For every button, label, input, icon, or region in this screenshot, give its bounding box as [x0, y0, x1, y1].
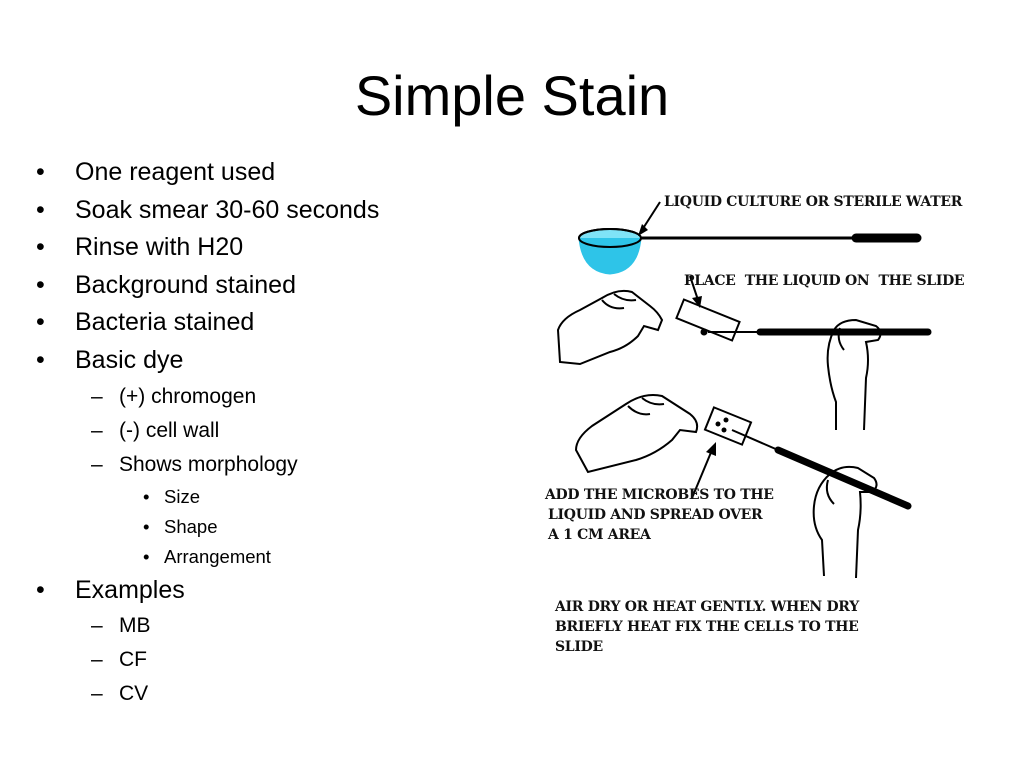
sub-sub-bullet-marker: •	[143, 485, 150, 507]
sub-bullet-text: Shows morphology	[119, 452, 298, 476]
sub-bullet-item	[30, 609, 510, 643]
arrow-icon	[638, 224, 648, 236]
bullet-text: Basic dye	[75, 345, 184, 374]
staining-procedure-diagram	[540, 180, 1010, 670]
slide-title: Simple Stain	[354, 64, 670, 127]
sub-bullet-marker: –	[91, 452, 103, 476]
bullet-marker: •	[36, 195, 45, 224]
sub-bullet-text: (-) cell wall	[119, 418, 220, 442]
sub-bullet-marker: –	[91, 614, 103, 638]
step3-label-line1: ADD THE MICROBES TO THE	[545, 487, 774, 503]
slide-icon	[676, 299, 739, 340]
loop-cup-icon	[579, 229, 917, 274]
sub-bullet-marker: –	[91, 682, 103, 706]
sub-bullet-list	[75, 609, 510, 711]
sub-bullet-marker: –	[91, 384, 103, 408]
step1-label: LIQUID CULTURE OR STERILE WATER	[664, 194, 963, 210]
bullet-text: Examples	[75, 575, 185, 604]
step4-label-line3: SLIDE	[555, 639, 603, 655]
sub-bullet-marker: –	[91, 418, 103, 442]
sub-bullet-text: CV	[119, 682, 149, 706]
sub-sub-bullet-text: Shape	[164, 515, 218, 537]
sub-bullet-text: MB	[119, 614, 151, 638]
hand-icon	[576, 395, 697, 472]
sub-bullet-item	[30, 380, 510, 414]
slide-icon	[705, 407, 751, 444]
bullet-text: One reagent used	[75, 158, 276, 186]
step3-label-line2: LIQUID AND SPREAD OVER	[548, 507, 763, 523]
sub-bullet-text: CF	[119, 648, 147, 672]
bullet-item	[30, 267, 510, 305]
sub-bullet-list	[75, 380, 510, 572]
hand-icon	[814, 467, 877, 578]
sub-bullet-item	[30, 414, 510, 448]
hand-icon	[828, 320, 881, 430]
sub-bullet-item	[30, 448, 510, 572]
sub-sub-bullet-text: Arrangement	[164, 545, 271, 567]
sub-sub-bullet-marker: •	[143, 545, 150, 567]
bullet-list	[30, 154, 510, 711]
bullet-item	[30, 342, 510, 572]
sub-sub-bullet-marker: •	[143, 515, 150, 537]
bullet-marker: •	[36, 575, 45, 604]
bullet-marker: •	[36, 308, 45, 337]
sub-bullet-item	[30, 677, 510, 711]
sub-bullet-item	[30, 643, 510, 677]
sub-sub-bullet-item	[30, 542, 510, 572]
bullet-item	[30, 304, 510, 342]
bullet-text: Background stained	[75, 270, 296, 299]
step4-label-line2: BRIEFLY HEAT FIX THE CELLS TO THE	[555, 619, 859, 635]
step3-label-line3: A 1 CM AREA	[548, 527, 651, 543]
bullet-text: Soak smear 30-60 seconds	[75, 195, 380, 224]
hand-icon	[558, 291, 662, 364]
arrow-icon	[706, 442, 716, 456]
bullet-item	[30, 192, 510, 230]
bullet-text: Bacteria stained	[75, 308, 255, 337]
bullet-item	[30, 572, 510, 712]
sub-sub-bullet-text: Size	[164, 485, 200, 507]
bullet-item	[30, 154, 510, 192]
bullet-text: Rinse with H20	[75, 233, 244, 262]
arrow-icon	[642, 202, 660, 230]
bullet-marker: •	[36, 158, 45, 186]
sub-sub-bullet-item	[30, 512, 510, 542]
sub-sub-bullet-list	[119, 482, 510, 572]
sub-bullet-marker: –	[91, 648, 103, 672]
step2-label: PLACE THE LIQUID ON THE SLIDE	[684, 273, 965, 289]
step4-label-line1: AIR DRY OR HEAT GENTLY. WHEN DRY	[555, 599, 859, 615]
bullet-marker: •	[36, 345, 45, 374]
sub-bullet-text: (+) chromogen	[119, 384, 257, 408]
sub-sub-bullet-item	[30, 482, 510, 512]
bullet-marker: •	[36, 233, 45, 262]
bullet-item	[30, 229, 510, 267]
bullet-marker: •	[36, 270, 45, 299]
